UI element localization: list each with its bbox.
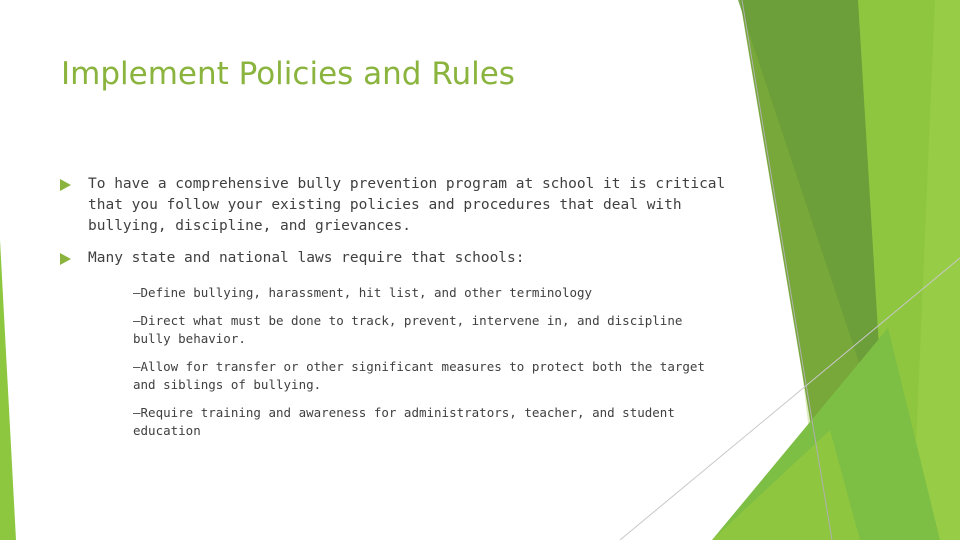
bullet-text: Many state and national laws require that schools:: [88, 250, 525, 266]
right-triangle-icon: [60, 253, 71, 265]
sub-bullet-item: –Direct what must be done to track, prevent, intervene in, and discipline bully behavior.: [133, 313, 683, 346]
sub-bullet-item: –Define bullying, harassment, hit list, and other terminology: [133, 285, 593, 300]
bullet-item: [60, 174, 740, 237]
slide-title: Implement Policies and Rules: [61, 56, 515, 92]
sub-bullet-list: [133, 284, 713, 440]
right-triangle-icon: [60, 179, 71, 191]
bullet-list: [60, 174, 740, 269]
sub-bullet-item: –Require training and awareness for administrators, teacher, and student education: [133, 405, 675, 438]
bullet-item: [60, 248, 740, 269]
bullet-text: To have a comprehensive bully prevention program at school it is critical that you follow your existing policies and procedures that deal with bullying, discipline, and grievances.: [88, 176, 726, 234]
sub-bullet-item: –Allow for transfer or other significant measures to protect both the target and siblings of bullying.: [133, 359, 705, 392]
left-edge-sliver: [0, 240, 16, 540]
